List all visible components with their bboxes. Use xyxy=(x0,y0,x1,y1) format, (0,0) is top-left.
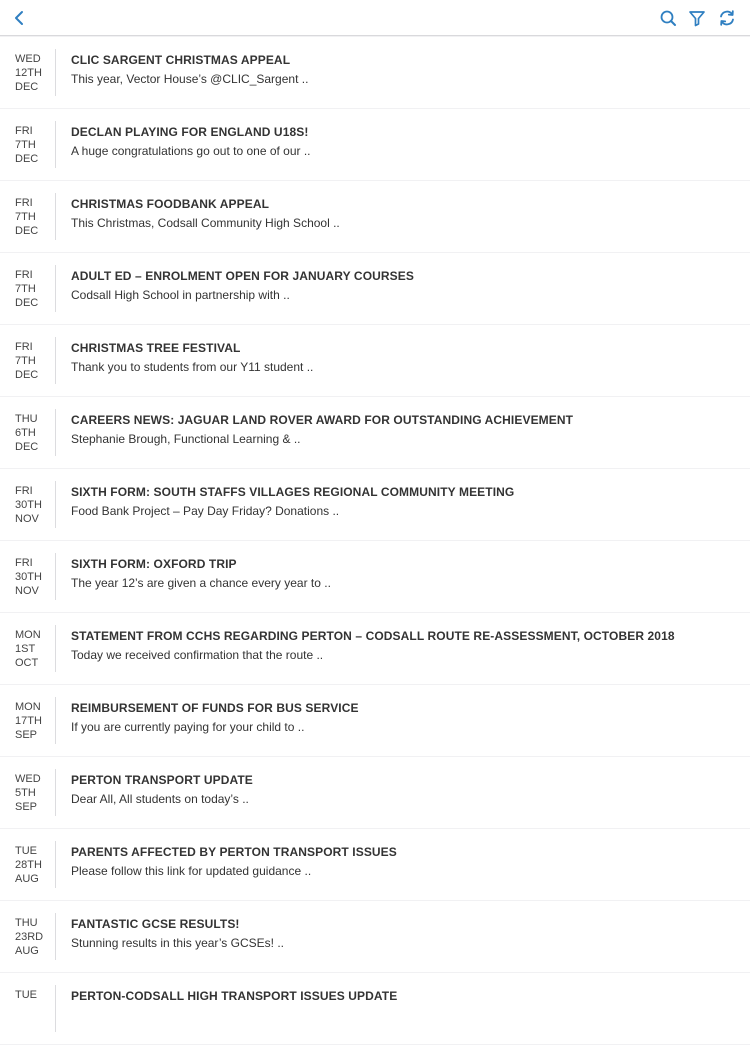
news-date xyxy=(15,52,49,94)
news-content xyxy=(71,52,730,87)
news-title: CHRISTMAS FOODBANK APPEAL xyxy=(71,197,270,211)
news-title: SIXTH FORM: OXFORD TRIP xyxy=(71,557,237,571)
news-content xyxy=(71,628,730,663)
news-item[interactable] xyxy=(0,397,750,468)
news-day: TUE xyxy=(15,989,37,1001)
news-title: CAREERS NEWS: JAGUAR LAND ROVER AWARD FOR OUTSTANDING ACHIEVEMENT xyxy=(71,413,574,427)
news-title: ADULT ED – ENROLMENT OPEN FOR JANUARY COURSES xyxy=(71,269,414,283)
news-item[interactable] xyxy=(0,901,750,972)
refresh-button[interactable] xyxy=(716,7,738,29)
news-title: PERTON TRANSPORT UPDATE xyxy=(71,773,253,787)
news-date-number: 17TH xyxy=(15,715,42,727)
news-date-number: 1ST xyxy=(15,643,36,655)
news-day: THU xyxy=(15,917,38,929)
news-item[interactable] xyxy=(0,325,750,396)
news-date xyxy=(15,844,49,886)
news-date xyxy=(15,268,49,310)
date-divider xyxy=(55,265,56,312)
news-month: SEP xyxy=(15,729,38,741)
news-month: NOV xyxy=(15,585,39,597)
news-month: DEC xyxy=(15,297,39,309)
news-excerpt: A huge congratulations go out to one of our .. xyxy=(71,144,311,158)
news-excerpt: Thank you to students from our Y11 student .. xyxy=(71,360,314,374)
news-content xyxy=(71,916,730,951)
search-button[interactable] xyxy=(657,7,679,29)
news-excerpt: The year 12’s are given a chance every year to .. xyxy=(71,576,331,590)
news-month: OCT xyxy=(15,657,39,669)
news-item[interactable] xyxy=(0,541,750,612)
news-date xyxy=(15,628,49,670)
news-day: FRI xyxy=(15,269,33,281)
date-divider xyxy=(55,841,56,888)
news-date-number: 12TH xyxy=(15,67,42,79)
news-excerpt: Stunning results in this year’s GCSEs! .. xyxy=(71,936,284,950)
news-title: REIMBURSEMENT OF FUNDS FOR BUS SERVICE xyxy=(71,701,359,715)
news-title: CLIC SARGENT CHRISTMAS APPEAL xyxy=(71,53,291,67)
news-day: MON xyxy=(15,701,41,713)
news-date xyxy=(15,340,49,382)
news-date-number: 5TH xyxy=(15,787,36,799)
news-title: DECLAN PLAYING FOR ENGLAND U18S! xyxy=(71,125,309,139)
news-date xyxy=(15,124,49,166)
news-date-number: 7TH xyxy=(15,211,36,223)
date-divider xyxy=(55,625,56,672)
date-divider xyxy=(55,121,56,168)
news-excerpt: Today we received confirmation that the route .. xyxy=(71,648,324,662)
news-day: FRI xyxy=(15,125,33,137)
news-item[interactable] xyxy=(0,109,750,180)
news-excerpt: Stephanie Brough, Functional Learning & .. xyxy=(71,432,301,446)
news-day: TUE xyxy=(15,845,37,857)
news-date-number: 23RD xyxy=(15,931,44,943)
news-title: PARENTS AFFECTED BY PERTON TRANSPORT ISSUES xyxy=(71,845,397,859)
news-date-number: 28TH xyxy=(15,859,42,871)
news-month: AUG xyxy=(15,873,39,885)
news-item[interactable] xyxy=(0,973,750,1044)
news-excerpt: If you are currently paying for your child to .. xyxy=(71,720,305,734)
news-date xyxy=(15,412,49,454)
news-excerpt: This Christmas, Codsall Community High School .. xyxy=(71,216,340,230)
date-divider xyxy=(55,193,56,240)
news-day: FRI xyxy=(15,557,33,569)
news-date xyxy=(15,484,49,526)
news-content xyxy=(71,124,730,159)
news-month: NOV xyxy=(15,513,39,525)
news-day: FRI xyxy=(15,485,33,497)
news-month: DEC xyxy=(15,369,39,381)
date-divider xyxy=(55,409,56,456)
news-day: WED xyxy=(15,773,41,785)
news-content xyxy=(71,412,730,447)
news-excerpt: This year, Vector House’s @CLIC_Sargent .. xyxy=(71,72,309,86)
news-excerpt: Dear All, All students on today’s .. xyxy=(71,792,249,806)
filter-icon xyxy=(686,7,708,29)
news-day: FRI xyxy=(15,197,33,209)
news-list xyxy=(0,37,750,1045)
news-excerpt: Please follow this link for updated guidance .. xyxy=(71,864,312,878)
news-month: DEC xyxy=(15,153,39,165)
date-divider xyxy=(55,769,56,816)
date-divider xyxy=(55,553,56,600)
chevron-left-icon xyxy=(8,7,30,29)
news-content xyxy=(71,340,730,375)
news-day: MON xyxy=(15,629,41,641)
news-day: FRI xyxy=(15,341,33,353)
news-date xyxy=(15,196,49,238)
news-date-number: 7TH xyxy=(15,283,36,295)
news-content xyxy=(71,844,730,879)
date-divider xyxy=(55,49,56,96)
back-button[interactable] xyxy=(8,7,30,29)
news-date xyxy=(15,772,49,814)
news-title: CHRISTMAS TREE FESTIVAL xyxy=(71,341,241,355)
news-date xyxy=(15,556,49,598)
news-date-number: 30TH xyxy=(15,499,42,511)
search-icon xyxy=(657,7,679,29)
news-date-number: 6TH xyxy=(15,427,36,439)
news-month: DEC xyxy=(15,81,39,93)
refresh-icon xyxy=(716,7,738,29)
news-date xyxy=(15,700,49,742)
news-item[interactable] xyxy=(0,685,750,756)
news-content xyxy=(71,268,730,303)
news-item[interactable] xyxy=(0,469,750,540)
news-excerpt: Codsall High School in partnership with .. xyxy=(71,288,290,302)
news-item[interactable] xyxy=(0,181,750,252)
news-month: SEP xyxy=(15,801,38,813)
news-content xyxy=(71,988,730,1007)
date-divider xyxy=(55,985,56,1032)
news-date-number: 7TH xyxy=(15,139,36,151)
news-date xyxy=(15,916,49,958)
news-day: WED xyxy=(15,53,41,65)
news-day: THU xyxy=(15,413,38,425)
news-item[interactable] xyxy=(0,253,750,324)
news-date-number: 7TH xyxy=(15,355,36,367)
news-date-number: 30TH xyxy=(15,571,42,583)
news-excerpt: Food Bank Project – Pay Day Friday? Donations .. xyxy=(71,504,340,518)
news-item[interactable] xyxy=(0,829,750,900)
top-toolbar xyxy=(0,0,750,36)
news-title: PERTON-CODSALL HIGH TRANSPORT ISSUES UPDATE xyxy=(71,989,398,1003)
news-title: FANTASTIC GCSE RESULTS! xyxy=(71,917,240,931)
news-content xyxy=(71,196,730,231)
filter-button[interactable] xyxy=(686,7,708,29)
news-item[interactable] xyxy=(0,613,750,684)
news-content xyxy=(71,772,730,807)
date-divider xyxy=(55,697,56,744)
news-item[interactable] xyxy=(0,37,750,108)
date-divider xyxy=(55,481,56,528)
news-content xyxy=(71,556,730,591)
news-month: AUG xyxy=(15,945,39,957)
news-content xyxy=(71,700,730,735)
news-title: STATEMENT FROM CCHS REGARDING PERTON – CODSALL ROUTE RE-ASSESSMENT, OCTOBER 2018 xyxy=(71,629,675,643)
news-item[interactable] xyxy=(0,757,750,828)
news-month: DEC xyxy=(15,441,39,453)
news-month: DEC xyxy=(15,225,39,237)
date-divider xyxy=(55,337,56,384)
news-content xyxy=(71,484,730,519)
date-divider xyxy=(55,913,56,960)
news-title: SIXTH FORM: SOUTH STAFFS VILLAGES REGIONAL COMMUNITY MEETING xyxy=(71,485,515,499)
